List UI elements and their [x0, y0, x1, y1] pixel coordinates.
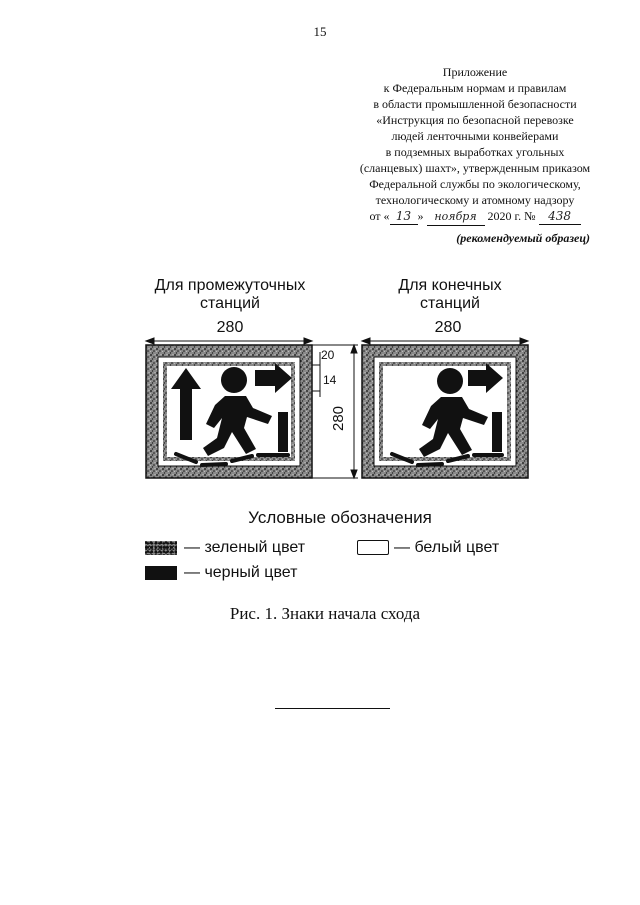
date-mid: »: [417, 209, 424, 223]
dim-arrow: [351, 345, 357, 353]
doc-number: 438: [539, 208, 581, 225]
recommended-sample-note: (рекомендуемый образец): [456, 231, 590, 245]
appendix-line: «Инструкция по безопасной перевозке: [376, 113, 574, 127]
dim-arrow: [351, 470, 357, 478]
date-day: 13: [390, 208, 418, 225]
right-caption-line2: станций: [420, 295, 480, 312]
legend-black-label: — черный цвет: [184, 564, 298, 581]
date-prefix: от «: [369, 209, 390, 223]
right-width-dimension-label: 280: [434, 319, 462, 336]
appendix-line: людей ленточными конвейерами: [391, 129, 559, 143]
bottom-rule: [275, 708, 390, 709]
appendix-line: в области промышленной безопасности: [373, 97, 577, 111]
legend-white-label: — белый цвет: [394, 539, 500, 556]
door-icon: [492, 412, 502, 452]
legend-green-swatch: [145, 541, 177, 555]
legend-black-swatch: [145, 566, 177, 580]
left-caption-line1: Для промежуточных: [154, 277, 306, 294]
date-year: 2020 г. №: [487, 209, 536, 223]
date-month: ноября: [427, 209, 485, 226]
appendix-line: Приложение: [442, 65, 508, 79]
figure-caption: Рис. 1. Знаки начала схода: [229, 604, 421, 623]
dim-arrow: [146, 338, 154, 344]
left-caption-line2: станций: [200, 295, 260, 312]
appendix-line: технологическому и атомному надзору: [375, 193, 575, 207]
dim-arrow: [362, 338, 370, 344]
door-icon: [278, 412, 288, 452]
right-sign: [362, 345, 528, 478]
legend-title: Условные обозначения: [248, 508, 432, 527]
dim-arrow: [304, 338, 312, 344]
right-caption-line1: Для конечных: [398, 277, 502, 294]
appendix-line: Федеральной службы по экологическому,: [369, 177, 581, 191]
dim-arrow: [520, 338, 528, 344]
page-number: 15: [313, 24, 327, 39]
appendix-line: к Федеральным нормам и правилам: [383, 81, 567, 95]
border-dimension-label: 20: [321, 348, 335, 362]
inner-dimension-label: 14: [323, 373, 337, 387]
legend-green-label: — зеленый цвет: [184, 539, 306, 556]
left-sign: [146, 345, 312, 478]
left-width-dimension-label: 280: [216, 319, 244, 336]
appendix-line: (сланцевых) шахт», утвержденным приказом: [359, 161, 591, 175]
legend-white-swatch: [357, 540, 389, 555]
height-dimension-label: 280: [330, 405, 348, 432]
appendix-line: в подземных выработках угольных: [385, 145, 565, 159]
